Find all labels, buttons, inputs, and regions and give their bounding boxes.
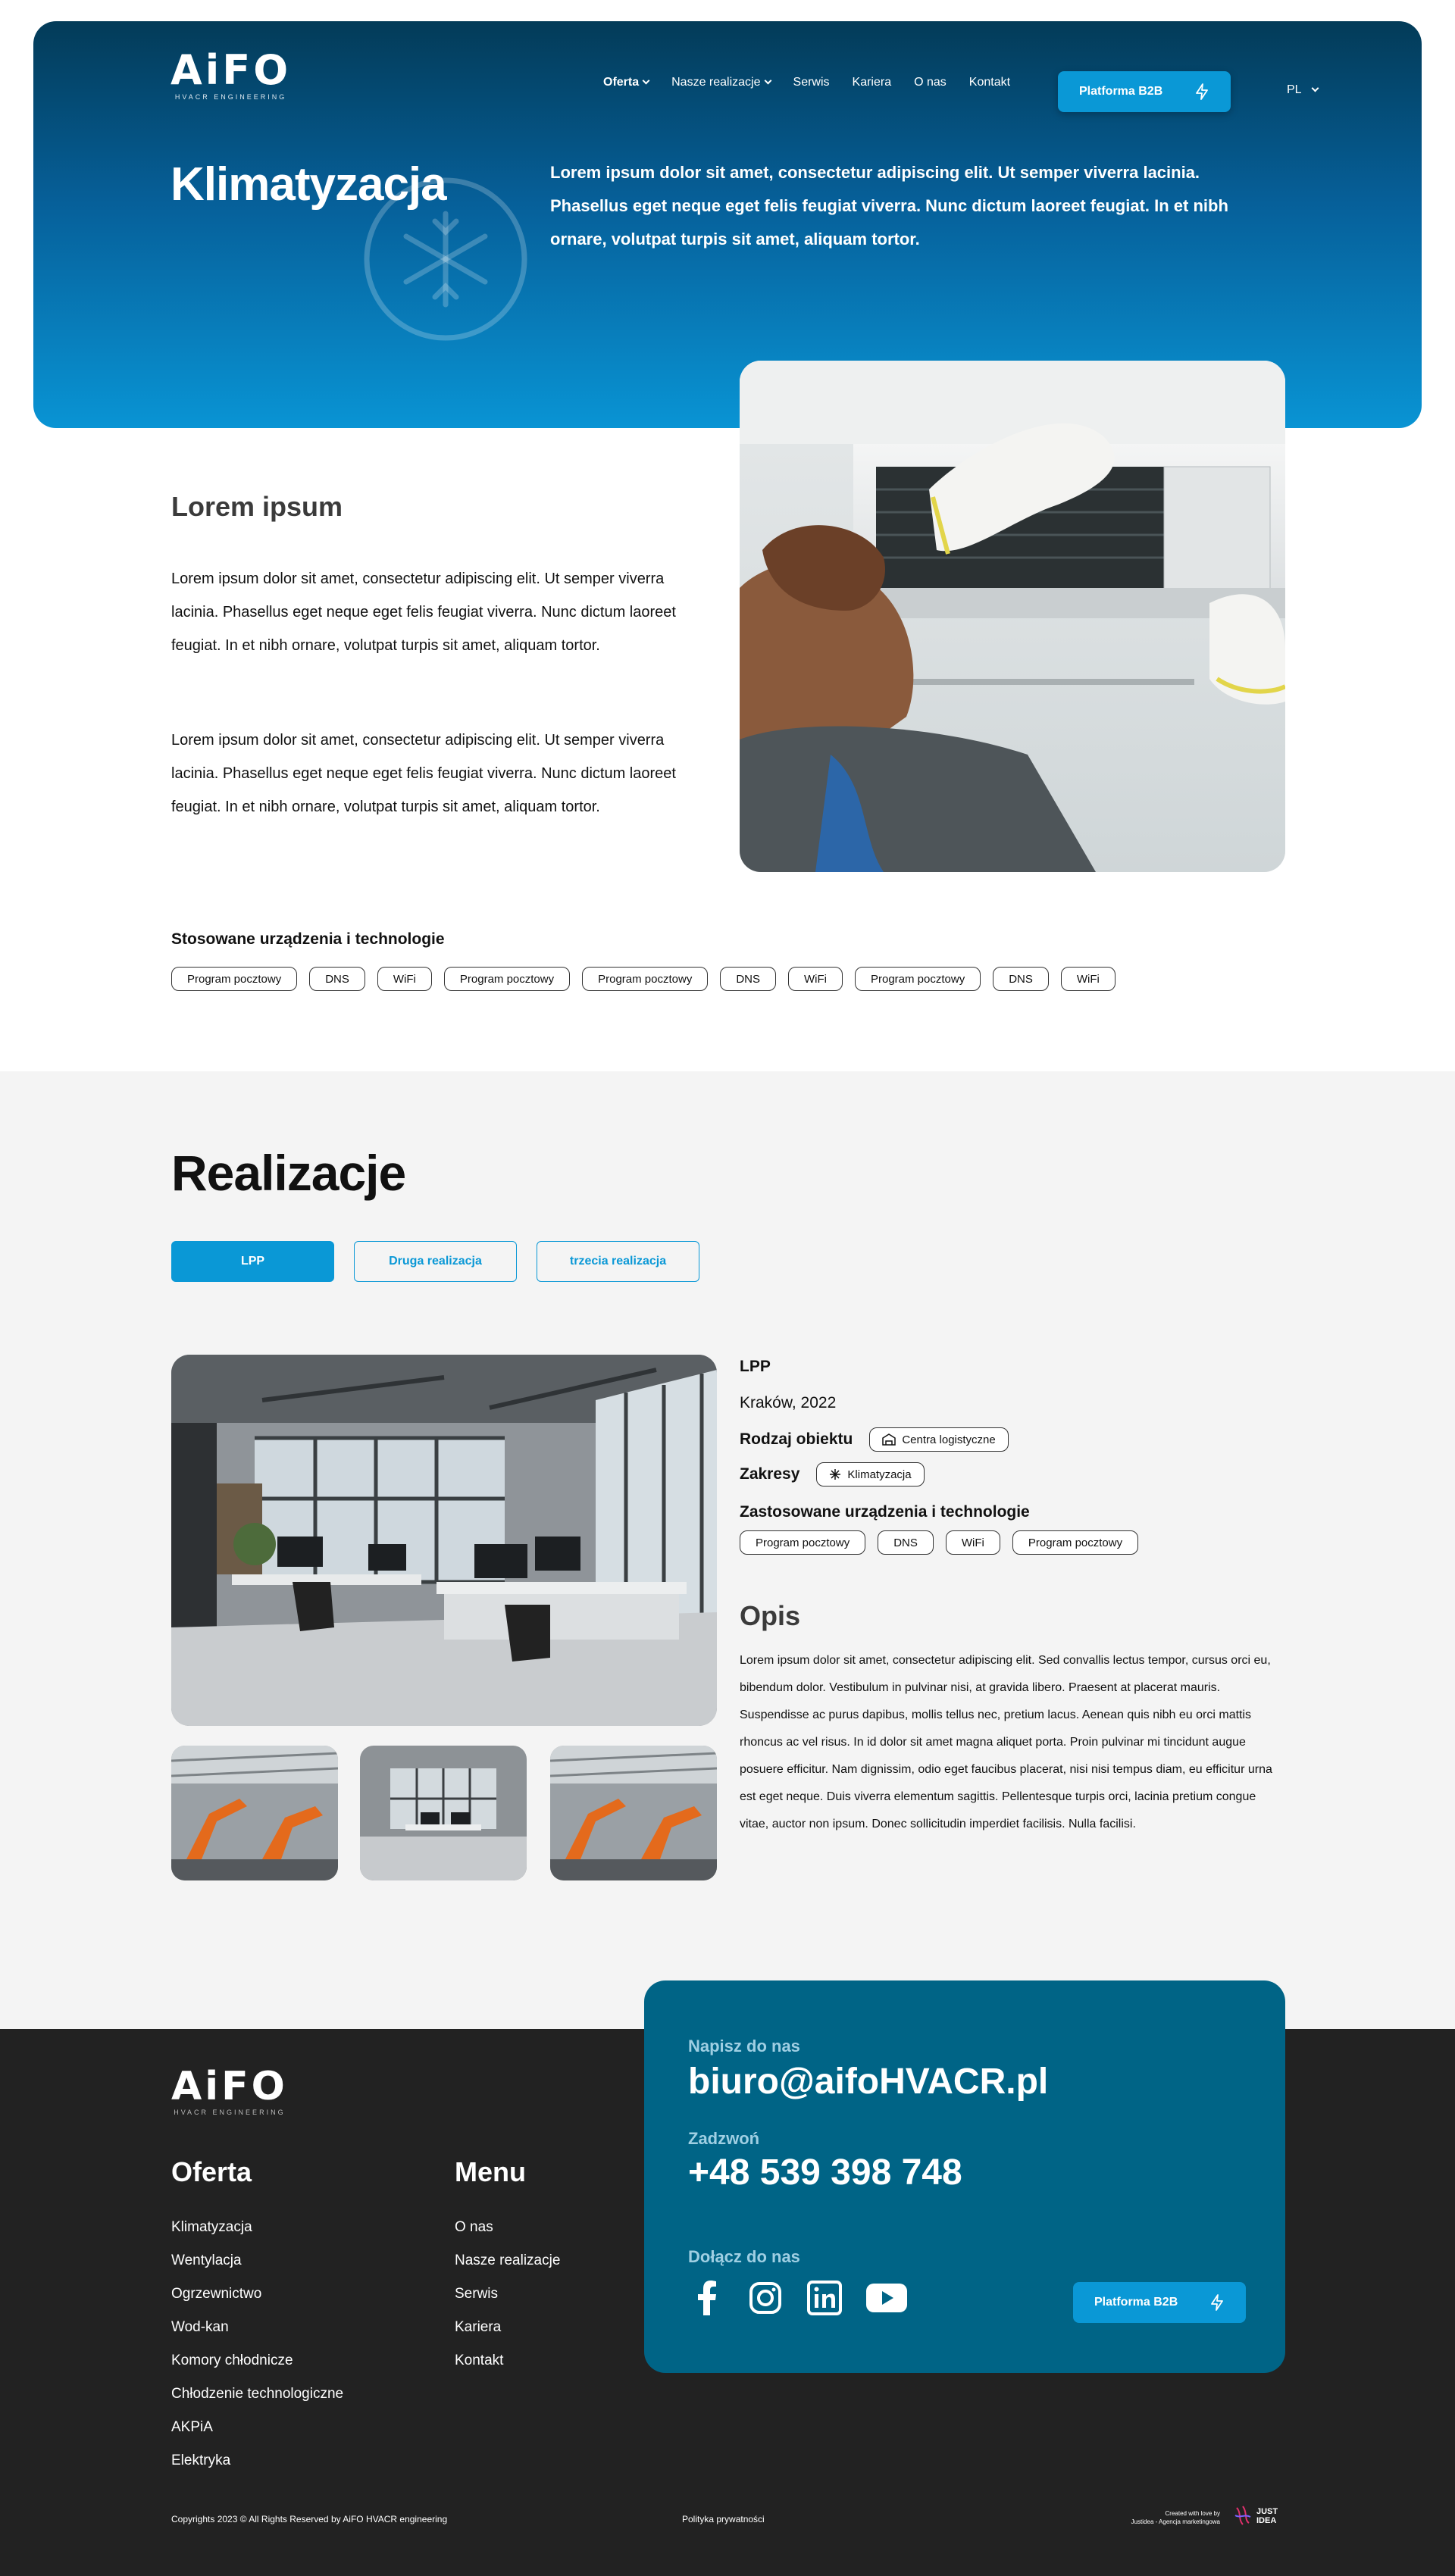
page-title: Klimatyzacja	[171, 158, 446, 211]
gallery-thumbnail-office[interactable]	[360, 1746, 527, 1880]
project-details	[740, 1358, 1285, 1838]
tech-tag: WiFi	[377, 967, 432, 991]
footer-offer-title: Oferta	[171, 2156, 252, 2187]
nav-item-kontakt[interactable]: Kontakt	[968, 76, 1011, 89]
tab-druga-realizacja[interactable]: Druga realizacja	[354, 1241, 517, 1282]
tech-tag: DNS	[878, 1530, 934, 1555]
gallery-thumbnail-robots[interactable]	[171, 1746, 338, 1880]
agency-logo-text: JUST IDEA	[1256, 2507, 1278, 2525]
b2b-button-label: Platforma B2B	[1094, 2296, 1178, 2309]
logo-wordmark: AiFO	[171, 2064, 288, 2109]
tech-tag: Program pocztowy	[1012, 1530, 1138, 1555]
technologies-tags	[171, 967, 1116, 991]
tech-tag: Program pocztowy	[740, 1530, 865, 1555]
credit-line: Created with love by	[1165, 2510, 1220, 2517]
footer-offer-column	[171, 2156, 343, 2478]
agency-mark-icon	[1234, 2505, 1252, 2528]
project-name: LPP	[740, 1358, 771, 1375]
nav-item-nasze-realizacje[interactable]	[671, 76, 770, 89]
write-us-label: Napisz do nas	[688, 2037, 800, 2055]
b2b-platform-button[interactable]	[1073, 2282, 1246, 2323]
object-type-tag	[869, 1427, 1008, 1452]
scope-label: Zakresy	[740, 1465, 800, 1483]
footer-menu-title: Menu	[455, 2156, 526, 2187]
footer-link[interactable]: Ogrzewnictwo	[171, 2286, 262, 2302]
realizations-title: Realizacje	[171, 1145, 406, 1201]
footer-link[interactable]: AKPiA	[171, 2419, 213, 2435]
snowflake-icon	[361, 174, 530, 344]
description-title: Opis	[740, 1600, 801, 1631]
main-nav	[603, 76, 1010, 89]
footer-link[interactable]: Nasze realizacje	[455, 2252, 561, 2268]
description-text: Lorem ipsum dolor sit amet, consectetur adipiscing elit. Sed convallis lectus tempor, cursus orci eu, bibendum dolor. Vestibulum in pulvinar nisi, at gravida libero. Praesent at placerat mauris. Suspendisse ac purus dapibus, mollis tellus nec, pretium lacus. Aenean quis nibh eu orci mattis rhoncus ac vel risus. In id dolor sit amet magna aliquet porta. Proin pulvinar mi tincidunt augue posuere efficitur. Nam dignissim, odio eget faucibus placerat, nisi nisi tempus diam, eu efficitur urna est eget neque. Duis viverra elementum sagittis. Pellentesque turpis orci, lacinia pretium congue vitae, auctor non ipsum. Donec sollicitudin imperdiet facilisis. Nulla facilisi.	[740, 1654, 1272, 1830]
privacy-policy-link[interactable]: Polityka prywatności	[682, 2514, 765, 2524]
contact-card	[644, 1980, 1285, 2373]
logo-tagline: HVACR ENGINEERING	[174, 93, 287, 101]
footer-link[interactable]: Elektryka	[171, 2453, 231, 2468]
snowflake-icon	[829, 1468, 841, 1480]
object-type-row	[740, 1427, 1285, 1452]
footer-link[interactable]: O nas	[455, 2219, 493, 2235]
nav-item-label: Oferta	[603, 76, 640, 89]
scope-tag	[816, 1462, 924, 1487]
footer-link[interactable]: Kariera	[455, 2319, 502, 2335]
footer-link[interactable]: Kontakt	[455, 2352, 504, 2368]
footer-link[interactable]: Komory chłodnicze	[171, 2352, 293, 2368]
footer-logo[interactable]	[171, 2064, 288, 2116]
footer-link[interactable]: Chłodzenie technologiczne	[171, 2386, 344, 2402]
tech-tag: DNS	[720, 967, 776, 991]
b2b-button-label: Platforma B2B	[1079, 85, 1163, 98]
tech-tag: Program pocztowy	[582, 967, 708, 991]
tech-tag: WiFi	[788, 967, 843, 991]
contact-email[interactable]: biuro@aifoHVACR.pl	[688, 2062, 1049, 2102]
instagram-icon[interactable]	[747, 2280, 784, 2316]
youtube-icon[interactable]	[865, 2280, 908, 2316]
tech-tag: DNS	[993, 967, 1049, 991]
footer-link[interactable]: Wentylacja	[171, 2252, 242, 2268]
nav-item-o-nas[interactable]: O nas	[914, 76, 947, 89]
object-type-label: Rodzaj obiektu	[740, 1430, 853, 1448]
logo-wordmark: AiFO	[171, 46, 292, 94]
tech-tag: DNS	[309, 967, 365, 991]
footer-link[interactable]: Klimatyzacja	[171, 2219, 252, 2235]
footer-link[interactable]: Wod-kan	[171, 2319, 229, 2335]
lightning-icon	[1194, 83, 1209, 100]
copyright-text: Copyrights 2023 © All Rights Reserved by AiFO HVACR engineering	[171, 2514, 448, 2524]
tech-tag: WiFi	[946, 1530, 1000, 1555]
contact-phone[interactable]: +48 539 398 748	[688, 2152, 962, 2193]
building-icon	[882, 1433, 896, 1446]
language-selector[interactable]	[1287, 83, 1318, 97]
project-location: Kraków, 2022	[740, 1394, 837, 1411]
tech-tag: Program pocztowy	[171, 967, 297, 991]
intro-title: Lorem ipsum	[171, 491, 343, 522]
intro-paragraph: Lorem ipsum dolor sit amet, consectetur adipiscing elit. Ut semper viverra lacinia. Phasellus eget neque eget felis feugiat viverra. Nunc dictum laoreet feugiat. In et nibh ornare, volutpat turpis sit amet, aliquam tortor.	[171, 571, 676, 654]
tech-tag: WiFi	[1061, 967, 1116, 991]
gallery-thumbnail-robots[interactable]	[550, 1746, 717, 1880]
b2b-platform-button[interactable]	[1058, 71, 1231, 112]
object-type-value: Centra logistyczne	[902, 1433, 996, 1446]
tab-lpp[interactable]: LPP	[171, 1241, 334, 1282]
footer-menu-column	[455, 2156, 560, 2377]
realization-tabs	[171, 1241, 699, 1282]
intro-paragraph: Lorem ipsum dolor sit amet, consectetur adipiscing elit. Ut semper viverra lacinia. Phasellus eget neque eget felis feugiat viverra. Nunc dictum laoreet feugiat. In et nibh ornare, volutpat turpis sit amet, aliquam tortor.	[171, 732, 676, 815]
tech-tag: Program pocztowy	[855, 967, 981, 991]
technologies-title: Stosowane urządzenia i technologie	[171, 930, 445, 948]
agency-logo[interactable]	[1234, 2505, 1287, 2528]
scope-row	[740, 1462, 1285, 1487]
credit-line: Justidea - Agencja marketingowa	[1131, 2518, 1220, 2525]
chevron-down-icon	[764, 77, 771, 85]
chevron-down-icon	[1311, 85, 1319, 92]
nav-item-oferta[interactable]	[603, 76, 649, 89]
hero-description: Lorem ipsum dolor sit amet, consectetur adipiscing elit. Ut semper viverra lacinia. Phasellus eget neque eget felis feugiat viverra. Nunc dictum laoreet feugiat. In et nibh ornare, volutpat turpis sit amet, aliquam tortor.	[550, 163, 1228, 249]
realizations-section	[0, 1071, 1455, 2029]
footer-link[interactable]: Serwis	[455, 2286, 499, 2302]
project-technologies-title: Zastosowane urządzenia i technologie	[740, 1503, 1030, 1521]
chevron-down-icon	[643, 77, 650, 85]
lightning-icon	[1209, 2294, 1225, 2311]
social-links	[688, 2280, 908, 2316]
site-logo[interactable]	[171, 46, 292, 101]
nav-item-label: Nasze realizacje	[671, 76, 761, 89]
technician-photo	[740, 361, 1285, 872]
call-us-label: Zadzwoń	[688, 2129, 760, 2148]
project-technologies-tags	[740, 1530, 1285, 1555]
scope-value: Klimatyzacja	[847, 1468, 912, 1481]
language-label: PL	[1287, 83, 1302, 96]
join-us-label: Dołącz do nas	[688, 2247, 800, 2266]
tech-tag: Program pocztowy	[444, 967, 570, 991]
facebook-icon[interactable]	[688, 2280, 724, 2316]
office-photo[interactable]	[171, 1355, 717, 1726]
nav-item-kariera[interactable]: Kariera	[852, 76, 892, 89]
logo-tagline: HVACR ENGINEERING	[174, 2109, 286, 2116]
nav-item-serwis[interactable]: Serwis	[793, 76, 830, 89]
tab-trzecia-realizacja[interactable]: trzecia realizacja	[537, 1241, 699, 1282]
linkedin-icon[interactable]	[806, 2280, 843, 2316]
credit-text	[1126, 2509, 1220, 2526]
